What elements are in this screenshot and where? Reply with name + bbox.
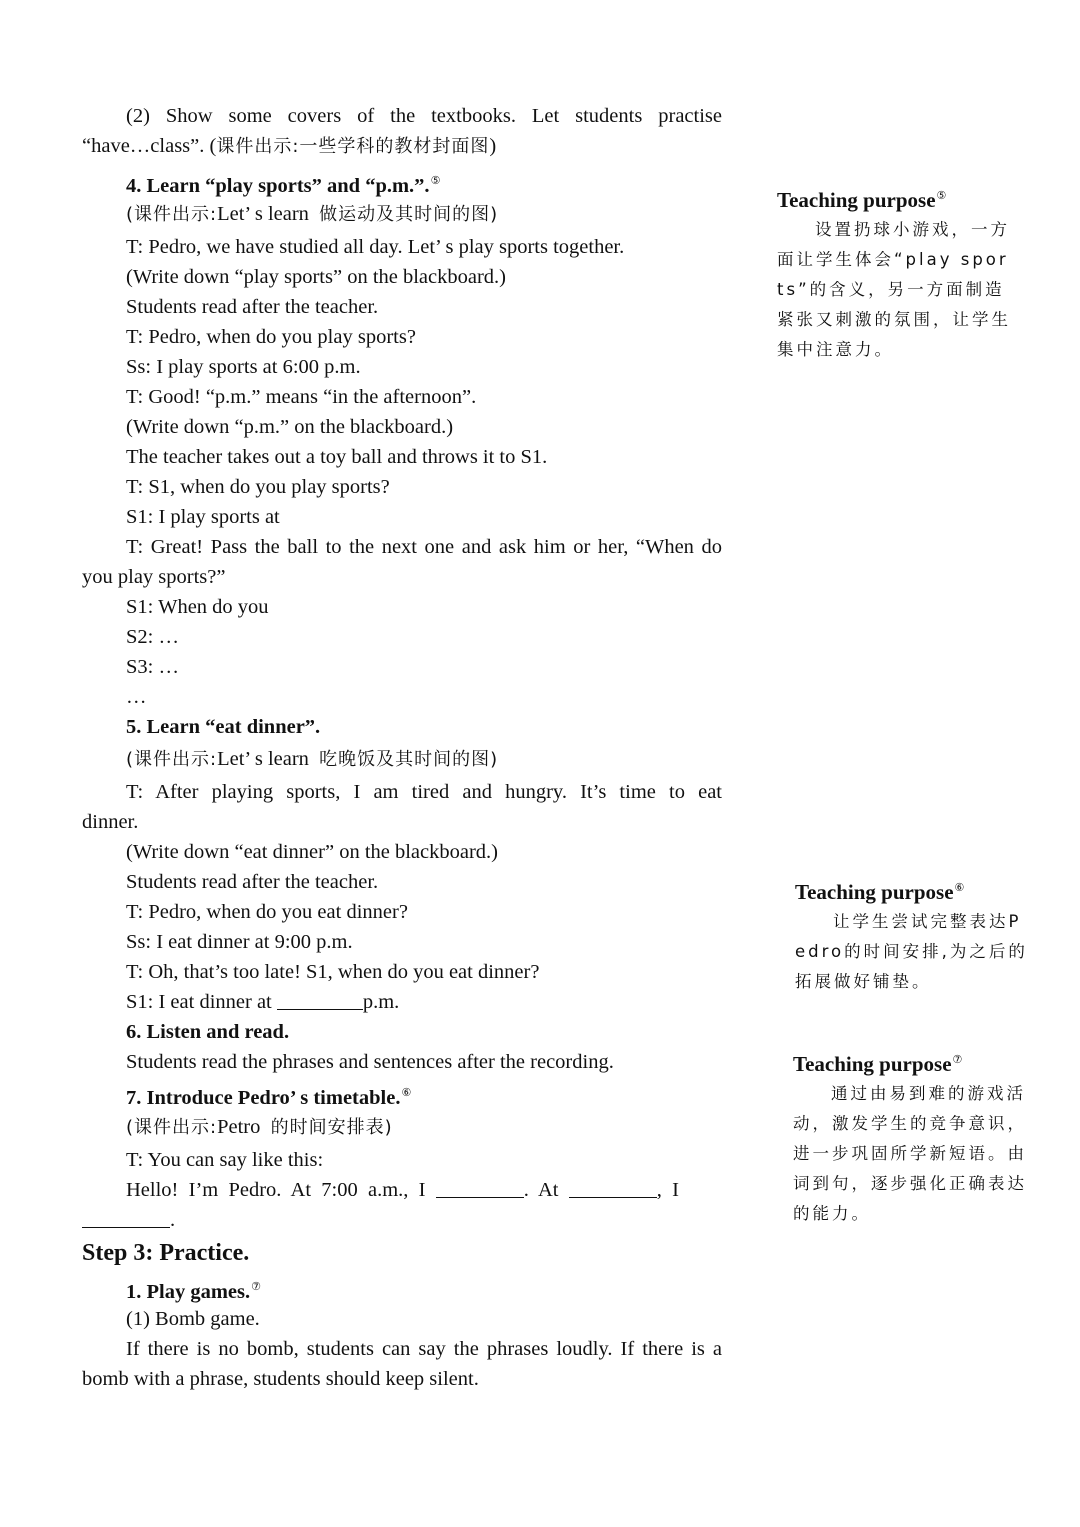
dialogue-line: S3: … <box>126 656 179 678</box>
paragraph-line: If there is no bomb, students can say the phrases loudly. If there is a <box>126 1338 722 1360</box>
section-heading: 6. Listen and read. <box>126 1021 290 1043</box>
dialogue-line: (Write down “eat dinner” on the blackboard.) <box>126 841 499 863</box>
dialogue-line: you play sports?” <box>82 566 226 588</box>
teaching-purpose-note <box>793 1045 1028 1229</box>
footnote-marker: ⑦ <box>251 1281 261 1293</box>
dialogue-line: (Write down “play sports” on the blackboard.) <box>126 266 507 288</box>
answer-blank <box>277 991 363 1010</box>
footnote-marker: ⑥ <box>954 882 965 894</box>
footnote-marker: ⑤ <box>936 190 947 202</box>
courseware-note: (课件出示:Let’ s learn 做运动及其时间的图) <box>126 203 499 225</box>
dialogue-line: T: You can say like this: <box>126 1149 324 1171</box>
note-title: Teaching purpose⑤ <box>777 188 947 212</box>
section-heading: 7. Introduce Pedro’ s timetable.⑥ <box>126 1087 412 1109</box>
dialogue-line: T: S1, when do you play sports? <box>126 476 390 498</box>
dialogue-line: Ss: I play sports at 6:00 p.m. <box>126 356 361 378</box>
dialogue-line: T: Oh, that’s too late! S1, when do you eat dinner? <box>126 961 540 983</box>
dialogue-line: T: Great! Pass the ball to the next one and ask him or her, “When do <box>126 536 722 558</box>
answer-blank <box>569 1179 657 1198</box>
answer-blank <box>436 1179 524 1198</box>
dialogue-line: Hello! I’m Pedro. At 7:00 a.m., I . At , I <box>126 1179 679 1201</box>
footnote-marker: ⑤ <box>430 175 441 187</box>
section-heading: 5. Learn “eat dinner”. <box>126 716 321 738</box>
paragraph-line: “have…class”. (课件出示:一些学科的教材封面图) <box>82 135 497 157</box>
dialogue-line: … <box>126 686 147 708</box>
dialogue-line: (1) Bomb game. <box>126 1308 260 1330</box>
note-body: 通过由易到难的游戏活动，激发学生的竞争意识，进一步巩固所学新短语。由词到句，逐步强化正确表达的能力。 <box>793 1084 1027 1223</box>
section-heading: 4. Learn “play sports” and “p.m.”.⑤ <box>126 175 441 197</box>
dialogue-line: The teacher takes out a toy ball and throws it to S1. <box>126 446 548 468</box>
paragraph-line: bomb with a phrase, students should keep silent. <box>82 1368 479 1390</box>
dialogue-line: Ss: I eat dinner at 9:00 p.m. <box>126 931 353 953</box>
footnote-marker: ⑥ <box>401 1087 412 1099</box>
dialogue-line: T: Pedro, when do you play sports? <box>126 326 416 348</box>
dialogue-line: Students read the phrases and sentences after the recording. <box>126 1051 614 1073</box>
note-body: 让学生尝试完整表达Pedro的时间安排,为之后的拓展做好铺垫。 <box>795 912 1028 991</box>
answer-blank <box>82 1209 170 1228</box>
dialogue-line: (Write down “p.m.” on the blackboard.) <box>126 416 454 438</box>
dialogue-line: S2: … <box>126 626 179 648</box>
note-body: 设置扔球小游戏，一方面让学生体会“play sports”的含义，另一方面制造紧张又刺激的氛围，让学生集中注意力。 <box>777 220 1011 359</box>
note-title: Teaching purpose⑥ <box>795 880 965 904</box>
footnote-marker: ⑦ <box>952 1054 963 1066</box>
dialogue-line: T: Good! “p.m.” means “in the afternoon”. <box>126 386 477 408</box>
dialogue-line: dinner. <box>82 811 139 833</box>
dialogue-line: S1: I eat dinner at p.m. <box>126 991 400 1013</box>
teaching-purpose-note <box>795 873 1030 997</box>
dialogue-line: . <box>82 1205 175 1235</box>
dialogue-line: Students read after the teacher. <box>126 296 379 318</box>
courseware-note: (课件出示:Let’ s learn 吃晚饭及其时间的图) <box>126 748 499 770</box>
section-heading: 1. Play games.⑦ <box>126 1281 261 1303</box>
step-heading: Step 3: Practice. <box>82 1240 250 1266</box>
paragraph-line: (2) Show some covers of the textbooks. Let students practise <box>126 105 722 127</box>
dialogue-line: T: After playing sports, I am tired and hungry. It’s time to eat <box>126 781 722 803</box>
dialogue-line: S1: When do you <box>126 596 269 618</box>
dialogue-line: T: Pedro, when do you eat dinner? <box>126 901 408 923</box>
dialogue-line: S1: I play sports at <box>126 506 280 528</box>
courseware-note: (课件出示:Petro 的时间安排表) <box>126 1116 393 1138</box>
note-title: Teaching purpose⑦ <box>793 1052 963 1076</box>
dialogue-line: T: Pedro, we have studied all day. Let’ s play sports together. <box>126 236 625 258</box>
teaching-purpose-note <box>777 181 1012 365</box>
dialogue-line: Students read after the teacher. <box>126 871 379 893</box>
